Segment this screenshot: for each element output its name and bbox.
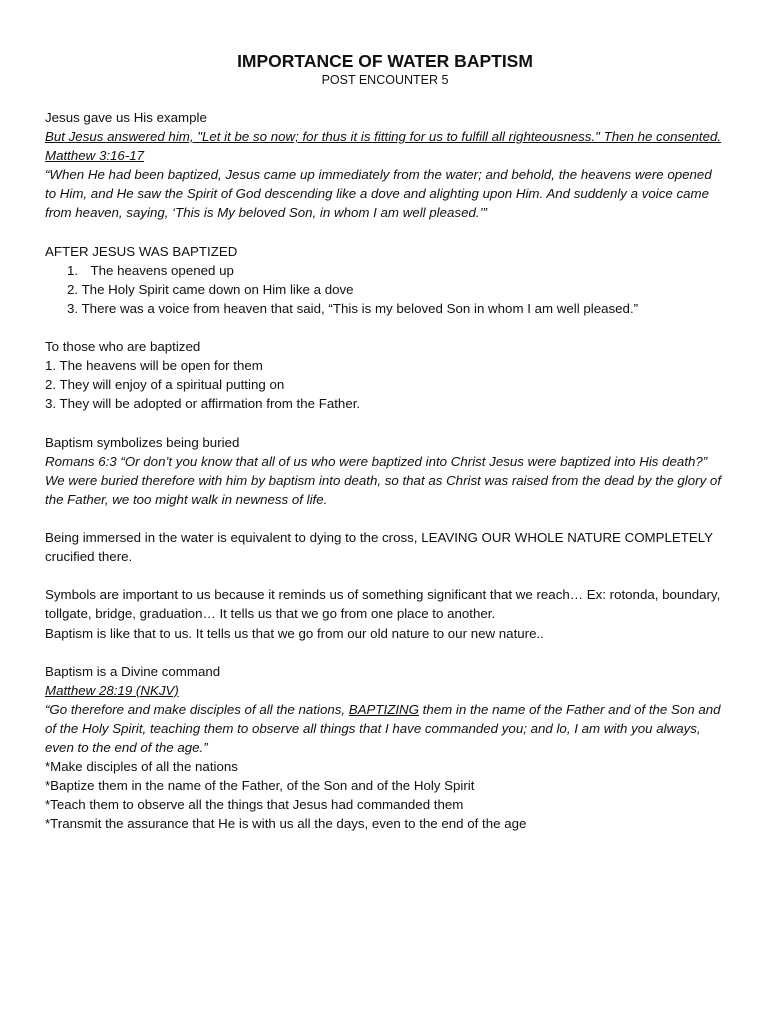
immersion-paragraph: Being immersed in the water is equivalent to dying to the cross, LEAVING OUR WHOLE NATURE COMPLETELY crucified there. xyxy=(45,530,713,565)
section-heading-example: Jesus gave us His example xyxy=(45,110,207,125)
bullet-item: *Teach them to observe all the things that Jesus had commanded them xyxy=(45,797,464,813)
list-item: 2. They will enjoy of a spiritual putting on xyxy=(45,377,285,393)
scripture-buried: We were buried therefore with him by baptism into death, so that as Christ was raised from the dead by the glory of the Father, we too might walk in newness of life. xyxy=(45,472,722,507)
bullet-item: *Transmit the assurance that He is with us all the days, even to the end of the age xyxy=(45,816,527,832)
page-subtitle: POST ENCOUNTER 5 xyxy=(321,73,449,87)
section-heading-baptized: To those who are baptized xyxy=(45,339,201,355)
after-baptism-list xyxy=(45,261,725,318)
page-title: IMPORTANCE OF WATER BAPTISM xyxy=(237,51,533,71)
section-heading-buried: Baptism symbolizes being buried xyxy=(45,434,240,450)
scripture-romans: Romans 6:3 “Or don’t you know that all of us who were baptized into Christ Jesus were baptized into His death?” xyxy=(45,453,708,469)
baptism-nature-paragraph: Baptism is like that to us. It tells us that we go from our old nature to our new nature.. xyxy=(45,625,544,641)
scripture-passage-command: “Go therefore and make disciples of all the nations, BAPTIZING them in the name of the Father and of the Son and of the Holy Spirit, teaching them to observe all things that I have commanded you; and lo, I am with you always, even to the end of the age.” xyxy=(45,701,721,756)
list-item: 2. The Holy Spirit came down on Him like a dove xyxy=(67,281,354,297)
list-item: 3. They will be adopted or affirmation from the Father. xyxy=(45,396,361,412)
section-heading-command: Baptism is a Divine command xyxy=(45,663,221,679)
scripture-reference: Matthew 28:19 (NKJV) xyxy=(45,682,179,698)
scripture-quote: But Jesus answered him, "Let it be so now; for thus it is fitting for us to fulfill all righteousness." Then he consented. xyxy=(45,129,722,145)
bullet-item: *Baptize them in the name of the Father, of the Son and of the Holy Spirit xyxy=(45,778,475,794)
scripture-passage: “When He had been baptized, Jesus came up immediately from the water; and behold, the heavens were opened to Him, and He saw the Spirit of God descending like a dove and alighting upon Him. And suddenly a voice came from heaven, saying, ‘This is My beloved Son, in whom I am well pleased.’” xyxy=(45,167,712,221)
scripture-reference: Matthew 3:16-17 xyxy=(45,148,145,164)
bullet-item: *Make disciples of all the nations xyxy=(45,759,238,775)
list-item: 1. The heavens opened up xyxy=(67,262,234,278)
list-item: 3. There was a voice from heaven that said, “This is my beloved Son in whom I am well pleased.” xyxy=(67,300,639,316)
list-item: 1. The heavens will be open for them xyxy=(45,358,263,374)
document-page xyxy=(45,50,725,834)
symbols-paragraph: Symbols are important to us because it reminds us of something significant that we reach… Ex: rotonda, boundary, tollgate, bridge, graduation… It tells us that we go from one place to another. xyxy=(45,587,721,622)
section-heading-after-baptism: AFTER JESUS WAS BAPTIZED xyxy=(45,243,238,259)
